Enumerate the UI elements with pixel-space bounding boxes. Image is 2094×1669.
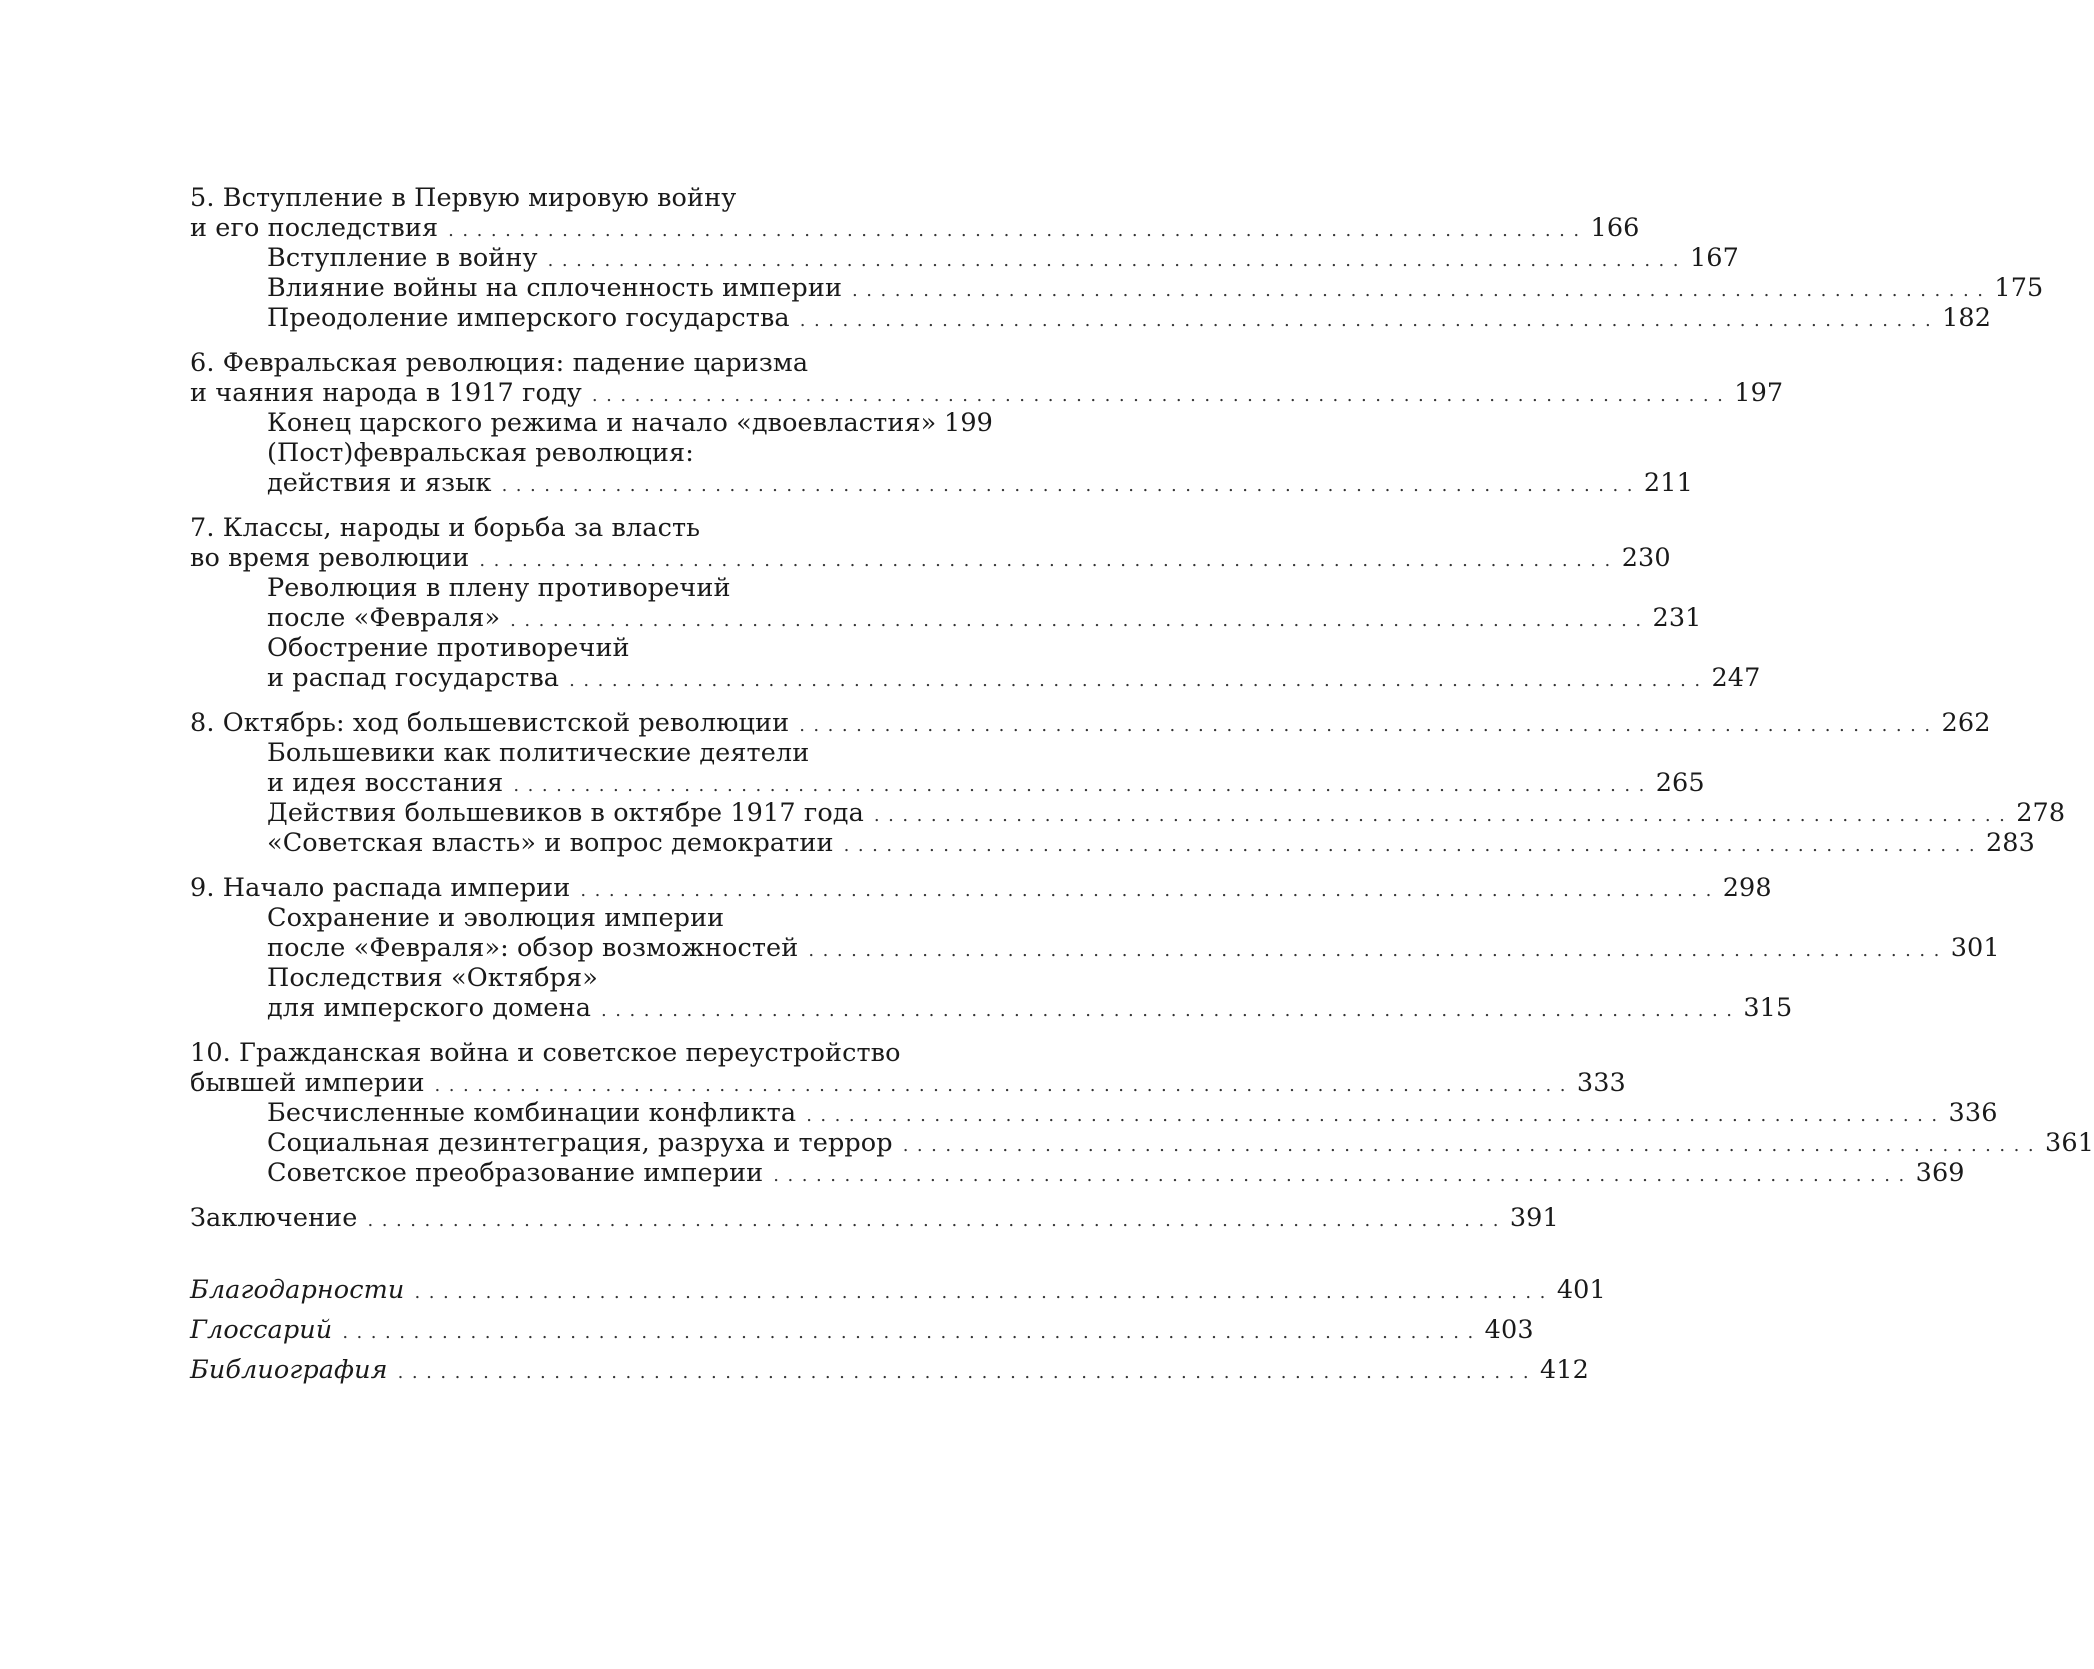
toc-subentry[interactable] [190, 408, 993, 438]
page-number: 247 [1711, 663, 1761, 693]
page-number: 167 [1689, 243, 1739, 273]
toc-chapter-9 [190, 873, 2000, 1023]
dot-leader: . . . . . . . . . . . . . . . . . . . . . . . . . . . . . . . . . . . . . . . . . . . . . . . . . . . . . . . . . . . . . . . . . . . . . . . . . . . . . . . . [808, 940, 1941, 961]
page-number: 197 [1734, 378, 1784, 408]
toc-subentry[interactable] [190, 303, 1992, 333]
toc-subentry[interactable] [190, 663, 1761, 693]
chapter-title: 5. Вступление в Первую мировую войну [190, 183, 737, 213]
toc-chapter-10 [190, 1038, 2094, 1188]
page-number: 278 [2016, 798, 2066, 828]
dot-leader: . . . . . . . . . . . . . . . . . . . . . . . . . . . . . . . . . . . . . . . . . . . . . . . . . . . . . . . . . . . . . . . . . . . . . . . . . . . . . . . . [367, 1210, 1500, 1231]
toc-entry[interactable] [190, 708, 1991, 738]
entry-title: Преодоление имперского государства [267, 303, 790, 333]
toc-subentry[interactable] [190, 993, 1793, 1023]
page-number: 199 [944, 408, 993, 438]
entry-title: действия и язык [267, 468, 492, 498]
entry-title: Действия большевиков в октябре 1917 года [267, 798, 864, 828]
entry-title: Конец царского режима и начало «двоевластия» [267, 408, 937, 438]
entry-title: Вступление в войну [267, 243, 538, 273]
page-number: 361 [2045, 1128, 2094, 1158]
toc-subentry[interactable] [190, 828, 2035, 858]
toc-back-matter [190, 1270, 1606, 1390]
chapter-title-line [190, 1038, 990, 1068]
dot-leader: . . . . . . . . . . . . . . . . . . . . . . . . . . . . . . . . . . . . . . . . . . . . . . . . . . . . . . . . . . . . . . . . . . . . . . . . . . . . . . . . [513, 775, 1646, 796]
page-number: 262 [1941, 708, 1991, 738]
dot-leader: . . . . . . . . . . . . . . . . . . . . . . . . . . . . . . . . . . . . . . . . . . . . . . . . . . . . . . . . . . . . . . . . . . . . . . . . . . . . . . . . [591, 385, 1725, 406]
dot-leader: . . . . . . . . . . . . . . . . . . . . . . . . . . . . . . . . . . . . . . . . . . . . . . . . . . . . . . . . . . . . . . . . . . . . . . . . . . . . . . . . [601, 1000, 1734, 1021]
chapter-title: 10. Гражданская война и советское переустройство [190, 1038, 901, 1068]
entry-title: Благодарности [190, 1275, 405, 1305]
entry-title: и идея восстания [267, 768, 504, 798]
entry-title: Социальная дезинтеграция, разруха и террор [267, 1128, 893, 1158]
page-number: 231 [1652, 603, 1702, 633]
toc-subentry-title [190, 963, 990, 993]
dot-leader: . . . . . . . . . . . . . . . . . . . . . . . . . . . . . . . . . . . . . . . . . . . . . . . . . . . . . . . . . . . . . . . . . . . . . . . . . . . . . . . . [852, 280, 1985, 301]
toc-subentry[interactable] [190, 768, 1705, 798]
toc-entry[interactable] [190, 378, 1784, 408]
toc-subentry[interactable] [190, 933, 2000, 963]
dot-leader: . . . . . . . . . . . . . . . . . . . . . . . . . . . . . . . . . . . . . . . . . . . . . . . . . . . . . . . . . . . . . . . . . . . . . . . . . . . . . . . . [434, 1075, 1567, 1096]
entry-title: и его последствия [190, 213, 439, 243]
toc-subentry[interactable] [190, 1098, 1998, 1128]
toc-subentry[interactable] [190, 603, 1702, 633]
page-number: 315 [1743, 993, 1793, 1023]
dot-leader: . . . . . . . . . . . . . . . . . . . . . . . . . . . . . . . . . . . . . . . . . . . . . . . . . . . . . . . . . . . . . . . . . . . . . . . . . . . . . . . . [773, 1165, 1906, 1186]
dot-leader: . . . . . . . . . . . . . . . . . . . . . . . . . . . . . . . . . . . . . . . . . . . . . . . . . . . . . . . . . . . . . . . . . . . . . . . . . . . . . . . . [873, 805, 2007, 826]
entry-title: для имперского домена [267, 993, 591, 1023]
entry-title: Обострение противоречий [267, 633, 630, 663]
toc-subentry[interactable] [190, 243, 1739, 273]
table-of-contents [190, 183, 2094, 1390]
toc-subentry-title [190, 633, 990, 663]
entry-title: Влияние войны на сплоченность империи [267, 273, 843, 303]
dot-leader: . . . . . . . . . . . . . . . . . . . . . . . . . . . . . . . . . . . . . . . . . . . . . . . . . . . . . . . . . . . . . . . . . . . . . . . . . . . . . . . . [799, 310, 1933, 331]
page-number: 412 [1539, 1355, 1589, 1385]
toc-subentry[interactable] [190, 1158, 1965, 1188]
toc-chapter-7 [190, 513, 1761, 693]
dot-leader: . . . . . . . . . . . . . . . . . . . . . . . . . . . . . . . . . . . . . . . . . . . . . . . . . . . . . . . . . . . . . . . . . . . . . . . . . . . . . . . . [806, 1105, 1939, 1126]
toc-subentry[interactable] [190, 798, 2066, 828]
entry-title: Революция в плену противоречий [267, 573, 731, 603]
dot-leader: . . . . . . . . . . . . . . . . . . . . . . . . . . . . . . . . . . . . . . . . . . . . . . . . . . . . . . . . . . . . . . . . . . . . . . . . . . . . . . . . [342, 1322, 1475, 1343]
entry-title: бывшей империи [190, 1068, 425, 1098]
dot-leader: . . . . . . . . . . . . . . . . . . . . . . . . . . . . . . . . . . . . . . . . . . . . . . . . . . . . . . . . . . . . . . . . . . . . . . . . . . . . . . . . [843, 835, 1976, 856]
toc-chapter-5 [190, 183, 2044, 333]
entry-title: Советское преобразование империи [267, 1158, 764, 1188]
dot-leader: . . . . . . . . . . . . . . . . . . . . . . . . . . . . . . . . . . . . . . . . . . . . . . . . . . . . . . . . . . . . . . . . . . . . . . . . . . . . . . . . [479, 550, 1612, 571]
entry-title: после «Февраля» [267, 603, 501, 633]
chapter-title-line [190, 348, 990, 378]
toc-entry[interactable] [190, 1350, 1589, 1390]
toc-chapter-8 [190, 708, 2066, 858]
entry-title: Сохранение и эволюция империи [267, 903, 725, 933]
entry-title: и чаяния народа в 1917 году [190, 378, 582, 408]
toc-subentry-title [190, 573, 990, 603]
chapter-title: 8. Октябрь: ход большевистской революции [190, 708, 790, 738]
dot-leader: . . . . . . . . . . . . . . . . . . . . . . . . . . . . . . . . . . . . . . . . . . . . . . . . . . . . . . . . . . . . . . . . . . . . . . . . . . . . . . . . [580, 880, 1713, 901]
page-number: 283 [1985, 828, 2035, 858]
page-number: 391 [1509, 1203, 1559, 1233]
page-number: 336 [1948, 1098, 1998, 1128]
toc-subentry-title [190, 438, 990, 468]
toc-subentry-title [190, 738, 990, 768]
toc-entry[interactable] [190, 1068, 1626, 1098]
chapter-title-line [190, 183, 990, 213]
page-number: 182 [1942, 303, 1992, 333]
page-number: 401 [1556, 1275, 1606, 1305]
entry-title: Большевики как политические деятели [267, 738, 810, 768]
entry-title: Глоссарий [190, 1315, 333, 1345]
entry-title: Заключение [190, 1203, 358, 1233]
page-number: 403 [1484, 1315, 1534, 1345]
page-number: 298 [1722, 873, 1772, 903]
dot-leader: . . . . . . . . . . . . . . . . . . . . . . . . . . . . . . . . . . . . . . . . . . . . . . . . . . . . . . . . . . . . . . . . . . . . . . . . . . . . . . . . [569, 670, 1702, 691]
toc-entry[interactable] [190, 1310, 1534, 1350]
toc-entry[interactable] [190, 543, 1671, 573]
entry-title: (Пост)февральская революция: [267, 438, 694, 468]
entry-title: после «Февраля»: обзор возможностей [267, 933, 799, 963]
entry-title: Библиография [190, 1355, 388, 1385]
page-number: 166 [1590, 213, 1640, 243]
dot-leader: . . . . . . . . . . . . . . . . . . . . . . . . . . . . . . . . . . . . . . . . . . . . . . . . . . . . . . . . . . . . . . . . . . . . . . . . . . . . . . . . [501, 475, 1634, 496]
entry-title: во время революции [190, 543, 470, 573]
toc-subentry[interactable] [190, 468, 1693, 498]
chapter-title: 9. Начало распада империи [190, 873, 571, 903]
page-number: 175 [1994, 273, 2044, 303]
chapter-title-line [190, 513, 990, 543]
chapter-title: 7. Классы, народы и борьба за власть [190, 513, 701, 543]
page-number: 230 [1621, 543, 1671, 573]
dot-leader: . . . . . . . . . . . . . . . . . . . . . . . . . . . . . . . . . . . . . . . . . . . . . . . . . . . . . . . . . . . . . . . . . . . . . . . . . . . . . . . . [902, 1135, 2036, 1156]
toc-entry[interactable] [190, 1203, 1559, 1233]
page-number: 211 [1643, 468, 1693, 498]
dot-leader: . . . . . . . . . . . . . . . . . . . . . . . . . . . . . . . . . . . . . . . . . . . . . . . . . . . . . . . . . . . . . . . . . . . . . . . . . . . . . . . . [414, 1282, 1547, 1303]
toc-conclusion [190, 1203, 1559, 1233]
toc-entry[interactable] [190, 1270, 1606, 1310]
toc-subentry-title [190, 903, 990, 933]
dot-leader: . . . . . . . . . . . . . . . . . . . . . . . . . . . . . . . . . . . . . . . . . . . . . . . . . . . . . . . . . . . . . . . . . . . . . . . . . . . . . . . . [799, 715, 1932, 736]
toc-entry[interactable] [190, 873, 1772, 903]
entry-title: Последствия «Октября» [267, 963, 598, 993]
dot-leader: . . . . . . . . . . . . . . . . . . . . . . . . . . . . . . . . . . . . . . . . . . . . . . . . . . . . . . . . . . . . . . . . . . . . . . . . . . . . . . . . [397, 1362, 1530, 1383]
dot-leader: . . . . . . . . . . . . . . . . . . . . . . . . . . . . . . . . . . . . . . . . . . . . . . . . . . . . . . . . . . . . . . . . . . . . . . . . . . . . . . . . [547, 250, 1680, 271]
page-number: 301 [1950, 933, 2000, 963]
toc-chapter-6 [190, 348, 1784, 498]
toc-entry[interactable] [190, 213, 1640, 243]
page-number: 369 [1915, 1158, 1965, 1188]
entry-title: «Советская власть» и вопрос демократии [267, 828, 834, 858]
entry-title: Бесчисленные комбинации конфликта [267, 1098, 797, 1128]
toc-subentry[interactable] [190, 273, 2044, 303]
section-spacer [190, 1248, 990, 1270]
toc-subentry[interactable] [190, 1128, 2094, 1158]
entry-title: и распад государства [267, 663, 560, 693]
dot-leader: . . . . . . . . . . . . . . . . . . . . . . . . . . . . . . . . . . . . . . . . . . . . . . . . . . . . . . . . . . . . . . . . . . . . . . . . . . . . . . . . [510, 610, 1643, 631]
page-number: 265 [1655, 768, 1705, 798]
page-number: 333 [1576, 1068, 1626, 1098]
dot-leader: . . . . . . . . . . . . . . . . . . . . . . . . . . . . . . . . . . . . . . . . . . . . . . . . . . . . . . . . . . . . . . . . . . . . . . . . . . . . . . . . [448, 220, 1581, 241]
chapter-title: 6. Февральская революция: падение царизма [190, 348, 809, 378]
